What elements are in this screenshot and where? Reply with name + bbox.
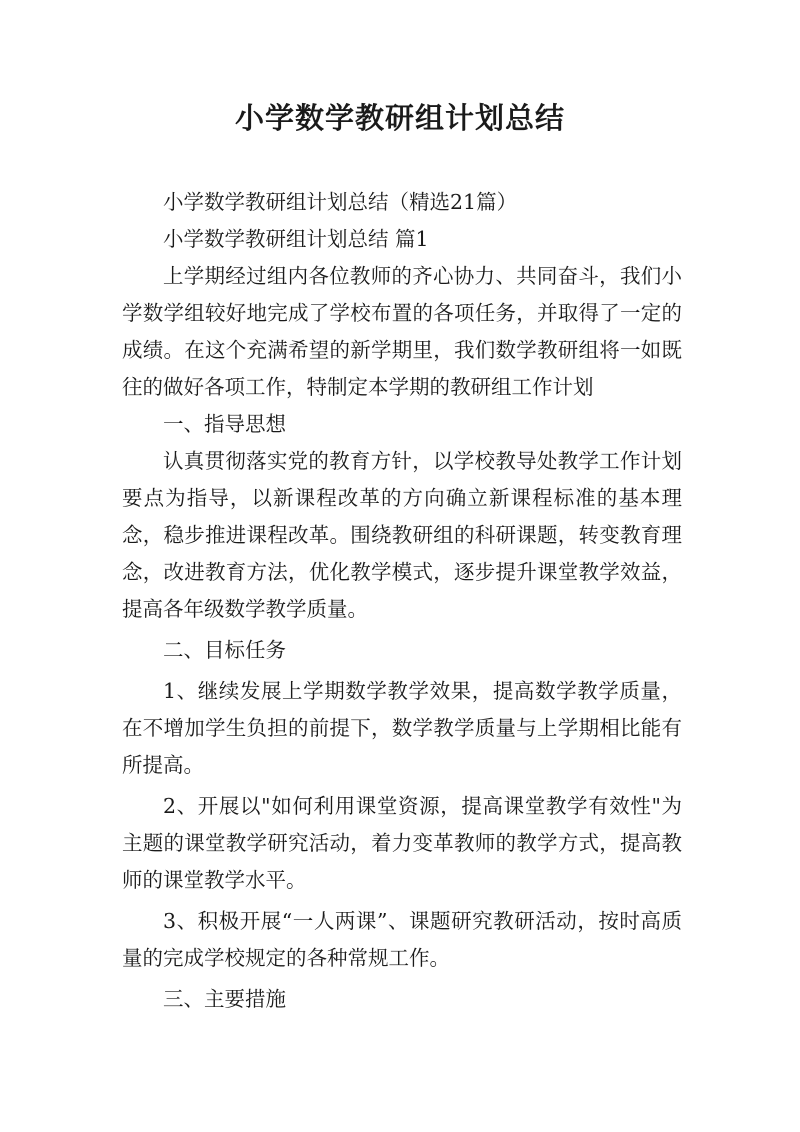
page-title: 小学数学教研组计划总结	[234, 101, 565, 135]
task-1-paragraph: 1、继续发展上学期数学教学效果，提高数学教学质量，在不增加学生负担的前提下，数学教学质量与上学期相比能有所提高。	[122, 679, 682, 777]
task-3-paragraph: 3、积极开展“一人两课”、课题研究教研活动，按时高质量的完成学校规定的各种常规工作。	[122, 909, 682, 970]
intro-paragraph: 上学期经过组内各位教师的齐心协力、共同奋斗，我们小学数学组较好地完成了学校布置的各项任务，并取得了一定的成绩。在这个充满希望的新学期里，我们数学教研组将一如既往的做好各项工作，特制定本学期的教研组工作计划	[122, 264, 682, 399]
heading-measures: 三、主要措施	[163, 987, 286, 1011]
document-body	[122, 184, 682, 1018]
section-label: 小学数学教研组计划总结 篇1	[163, 227, 429, 251]
subtitle: 小学数学教研组计划总结（精选21篇）	[163, 190, 518, 214]
heading-goals: 二、目标任务	[163, 638, 286, 662]
guiding-paragraph: 认真贯彻落实党的教育方针，以学校教导处教学工作计划要点为指导，以新课程改革的方向确立新课程标准的基本理念，稳步推进课程改革。围绕教研组的科研课题，转变教育理念，改进教育方法，优化教学模式，逐步提升课堂教学效益，提高各年级数学教学质量。	[122, 449, 682, 621]
heading-guiding-thought: 一、指导思想	[163, 412, 286, 436]
task-2-paragraph: 2、开展以"如何利用课堂资源，提高课堂教学有效性"为主题的课堂教学研究活动，着力变革教师的教学方式，提高教师的课堂教学水平。	[122, 794, 682, 892]
